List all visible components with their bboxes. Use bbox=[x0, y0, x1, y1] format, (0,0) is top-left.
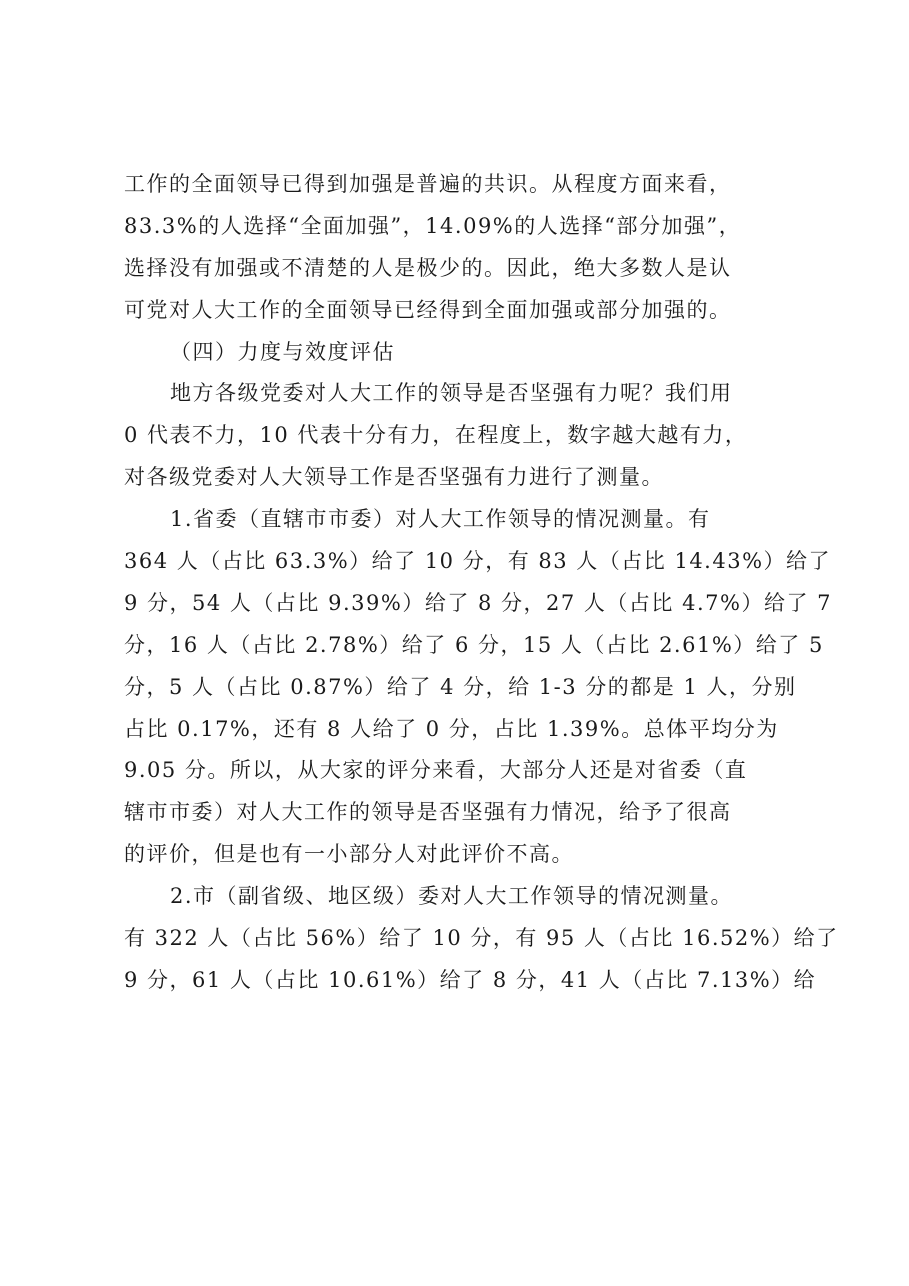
text-line: 83.3%的人选择“全面加强”，14.09%的人选择“部分加强”， bbox=[124, 213, 742, 238]
text-line: 可党对人大工作的全面领导已经得到全面加强或部分加强的。 bbox=[124, 297, 732, 322]
text-line: 9 分，54 人（占比 9.39%）给了 8 分，27 人（占比 4.7%）给了 7 bbox=[124, 590, 832, 615]
text-line: 辖市市委）对人大工作的领导是否坚强有力情况，给予了很高 bbox=[124, 800, 732, 825]
text-line: 9 分，61 人（占比 10.61%）给了 8 分，41 人（占比 7.13%）给 bbox=[124, 967, 817, 992]
text-line: 占比 0.17%，还有 8 人给了 0 分，占比 1.39%。总体平均分为 bbox=[124, 716, 779, 741]
paragraph-start-line: 1.省委（直辖市市委）对人大工作领导的情况测量。有 bbox=[170, 507, 711, 532]
text-line: 9.05 分。所以，从大家的评分来看，大部分人还是对省委（直 bbox=[124, 758, 748, 783]
text-line: 分，5 人（占比 0.87%）给了 4 分，给 1-3 分的都是 1 人，分别 bbox=[124, 674, 797, 699]
paragraph-start-line: 地方各级党委对人大工作的领导是否坚强有力呢？我们用 bbox=[170, 381, 733, 406]
section-heading: （四）力度与效度评估 bbox=[170, 339, 395, 364]
text-line: 分，16 人（占比 2.78%）给了 6 分，15 人（占比 2.61%）给了 5 bbox=[124, 632, 824, 657]
text-line: 0 代表不力，10 代表十分有力，在程度上，数字越大越有力， bbox=[124, 423, 748, 448]
text-line: 对各级党委对人大领导工作是否坚强有力进行了测量。 bbox=[124, 465, 664, 490]
text-line: 工作的全面领导已得到加强是普遍的共识。从程度方面来看， bbox=[124, 172, 732, 196]
paragraph-start-line: 2.市（副省级、地区级）委对人大工作领导的情况测量。 bbox=[170, 884, 734, 909]
text-line: 的评价，但是也有一小部分人对此评价不高。 bbox=[124, 842, 574, 867]
document-body bbox=[124, 164, 839, 1002]
text-line: 选择没有加强或不清楚的人是极少的。因此，绝大多数人是认 bbox=[124, 255, 732, 280]
text-line: 364 人（占比 63.3%）给了 10 分，有 83 人（占比 14.43%）给了 bbox=[124, 549, 832, 574]
text-line: 有 322 人（占比 56%）给了 10 分，有 95 人（占比 16.52%）给了 bbox=[124, 926, 839, 951]
